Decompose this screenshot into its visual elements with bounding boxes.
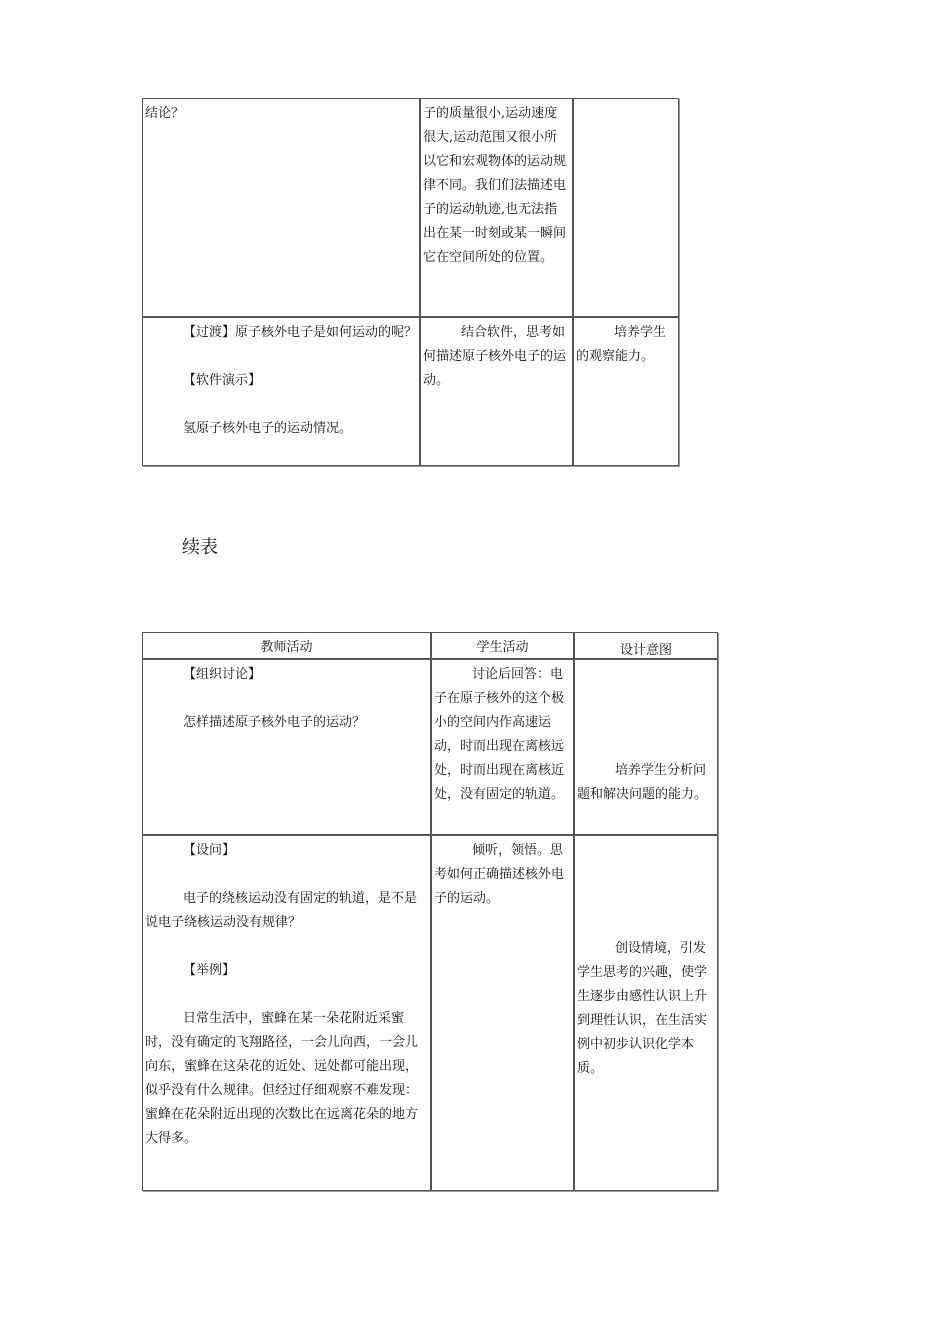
student-text: 结合软件，思考如何描述原子核外电子的运动。: [423, 325, 567, 388]
software-demo-text: 氢原子核外电子的运动情况。: [183, 421, 353, 436]
continued-table-title: 续表: [182, 537, 218, 558]
design-text: 培养学生的观察能力。: [576, 325, 667, 364]
example-heading: 【举例】: [183, 963, 236, 978]
table1-row2-student-cell: [420, 317, 573, 466]
design-text: 培养学生分析问题和解决问题的能力。: [577, 763, 708, 802]
table2-row1-teacher-cell: [142, 659, 431, 835]
design-text: 创设情境，引发学生思考的兴趣，使学生逐步由感性认识上升到理性认识，在生活实例中初步认识化学本质。: [577, 941, 708, 1076]
table1-row1-student-cell: [420, 98, 573, 317]
software-demo-heading: 【软件演示】: [183, 373, 262, 388]
table1-row1-design-cell: [573, 98, 679, 317]
table2-row1-design-cell: [574, 659, 718, 835]
table2-row2-design-cell: [574, 835, 718, 1191]
transition-text: 【过渡】原子核外电子是如何运动的呢？: [183, 325, 418, 340]
question-text: 电子的绕核运动没有固定的轨道，是不是说电子绕核运动没有规律？: [145, 891, 418, 930]
teacher-text: 结论？: [145, 106, 185, 121]
student-text: 讨论后回答：电子在原子核外的这个极小的空间内作高速运动，时而出现在离核远处，时而出现在离核近处，没有固定的轨道。: [434, 667, 565, 802]
table2-row2-teacher-cell: [142, 835, 431, 1191]
table1-row1-teacher-cell: [142, 98, 420, 317]
header-design-intent: 设计意图: [574, 632, 718, 659]
discussion-question: 怎样描述原子核外电子的运动？: [183, 715, 366, 730]
example-text: 日常生活中，蜜蜂在某一朵花附近采蜜时，没有确定的飞翔路径，一会儿向西，一会儿向东，蜜蜂在这朵花的近处、远处都可能出现，似乎没有什么规律。但经过仔细观察不难发现：蜜蜂在花朵附近出现的次数比在远离花朵的地方大得多。: [145, 1011, 419, 1146]
table2-row2-student-cell: [431, 835, 574, 1191]
table1-row2-design-cell: [573, 317, 679, 466]
discussion-heading: 【组织讨论】: [183, 667, 262, 682]
header-student-activity: 学生活动: [431, 632, 574, 659]
question-heading: 【设问】: [183, 843, 236, 858]
student-text: 倾听，领悟。思考如何正确描述核外电子的运动。: [434, 843, 565, 906]
student-text: 子的质量很小,运动速度很大,运动范围又很小所以它和宏观物体的运动规律不同。我们们法描述电子的运动轨迹,也无法指出在某一时刻或某一瞬间它在空间所处的位置。: [423, 106, 567, 265]
table2-row1-student-cell: [431, 659, 574, 835]
header-teacher-activity: 教师活动: [142, 632, 431, 659]
table1-row2-teacher-cell: [142, 317, 420, 466]
